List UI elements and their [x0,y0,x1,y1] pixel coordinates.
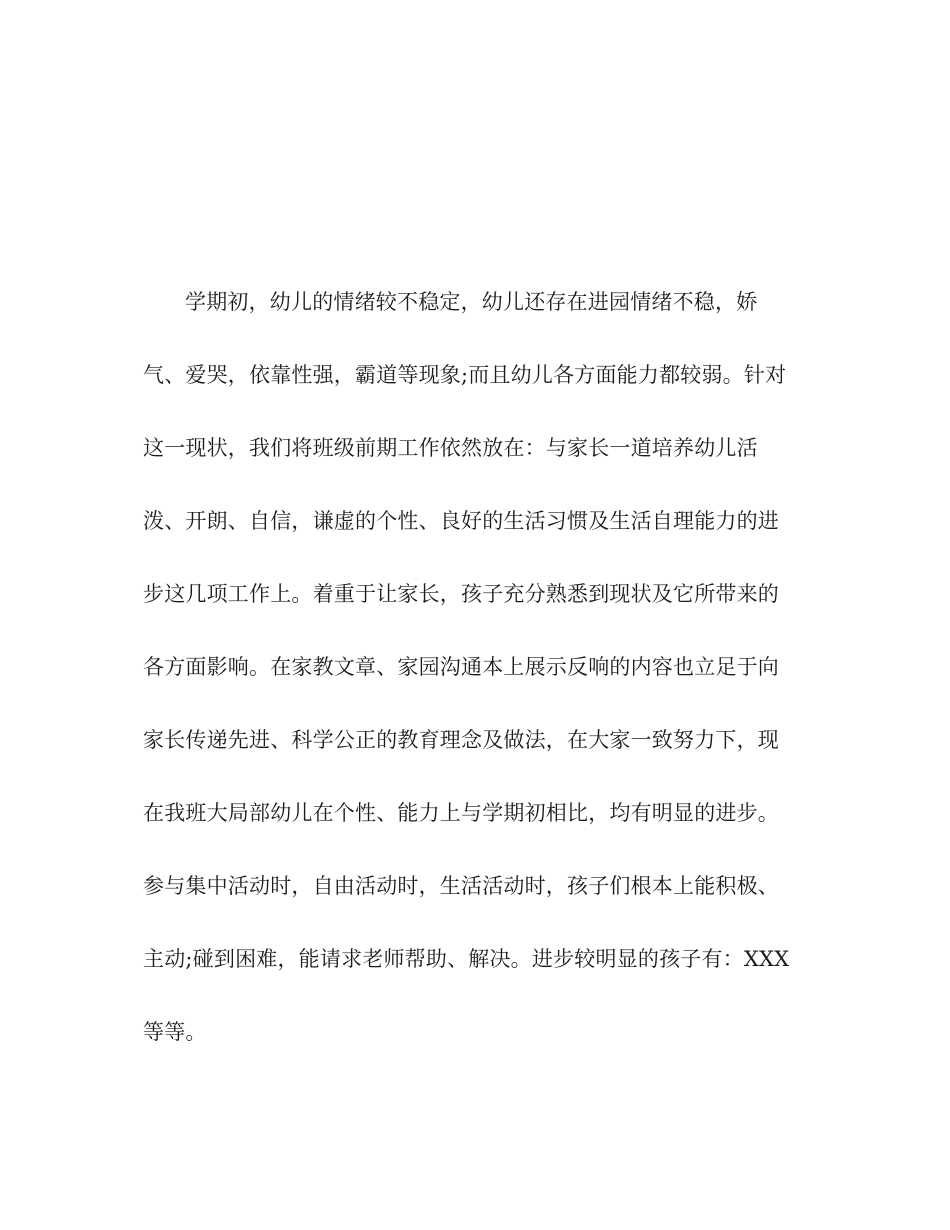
paragraph-line-9: 参与集中活动时，自由活动时，生活活动时，孩子们根本上能积极、 [143,874,779,898]
paragraph-line-10: 主动;碰到困难，能请求老师帮助、解决。进步较明显的孩子有：XXX [143,947,790,971]
paragraph-line-3: 这一现状，我们将班级前期工作依然放在：与家长一道培养幼儿活 [143,436,758,460]
paragraph-line-8: 在我班大局部幼儿在个性、能力上与学期初相比，均有明显的进步。 [143,801,779,825]
paragraph-line-1: 学期初，幼儿的情绪较不稳定，幼儿还存在进园情绪不稳，娇 [185,290,758,314]
paragraph-line-2: 气、爱哭，依靠性强，霸道等现象;而且幼儿各方面能力都较弱。针对 [143,363,787,387]
paragraph-line-7: 家长传递先进、科学公正的教育理念及做法，在大家一致努力下，现 [143,728,779,752]
paragraph-line-6: 各方面影响。在家教文章、家园沟通本上展示反响的内容也立足于向 [143,655,779,679]
paragraph-line-11: 等等。 [143,1020,207,1044]
paragraph-line-5: 步这几项工作上。着重于让家长，孩子充分熟悉到现状及它所带来的 [143,582,779,606]
paragraph-line-4: 泼、开朗、自信，谦虚的个性、良好的生活习惯及生活自理能力的进 [143,509,779,533]
body-paragraph [143,282,813,1085]
